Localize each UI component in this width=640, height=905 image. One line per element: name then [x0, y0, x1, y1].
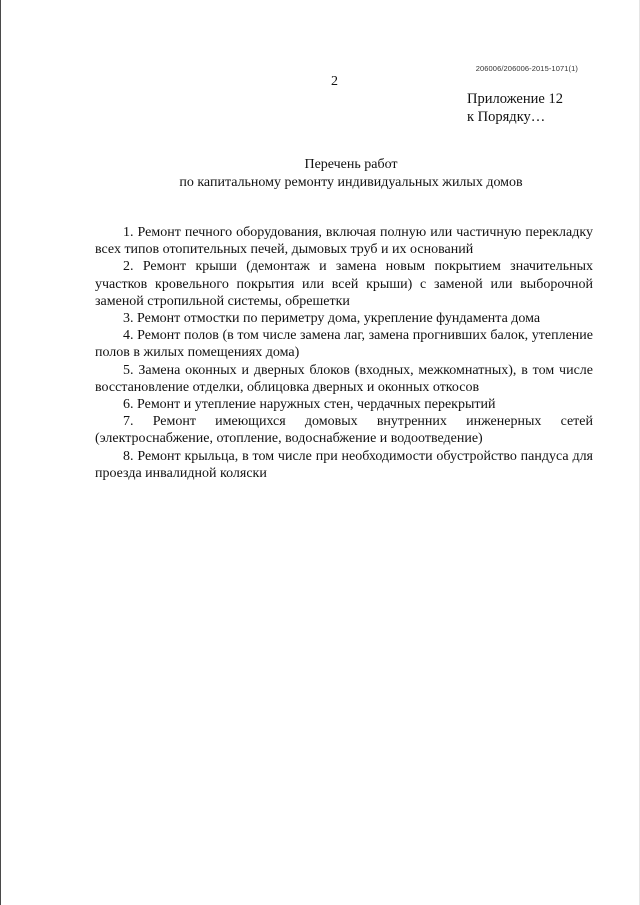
- list-item-4: 4. Ремонт полов (в том числе замена лаг, замена прогнивших балок, утепление полов в жилых помещениях дома): [95, 328, 593, 361]
- list-item-6: 6. Ремонт и утепление наружных стен, чердачных перекрытий: [123, 397, 496, 413]
- appendix-line-2: к Порядку…: [467, 109, 546, 125]
- list-item-3: 3. Ремонт отмостки по периметру дома, укрепление фундамента дома: [123, 311, 541, 327]
- list-item-2: 2. Ремонт крыши (демонтаж и замена новым покрытием значительных участков кровельного покрытия или всей крыши) с заменой или выборочной заменой стропильной системы, обрешетки: [95, 259, 593, 309]
- title-line-1: Перечень работ: [304, 157, 398, 172]
- list-item-1: 1. Ремонт печного оборудования, включая полную или частичную перекладку всех типов отопительных печей, дымовых труб и их оснований: [95, 225, 593, 258]
- appendix-reference: [467, 90, 563, 126]
- document-id: 206006/206006-2015-1071(1): [475, 64, 578, 73]
- title-line-2: по капитальному ремонту индивидуальных жилых домов: [179, 175, 523, 190]
- appendix-line-1: Приложение 12: [467, 91, 563, 107]
- works-list: [95, 224, 593, 482]
- list-item-7: 7. Ремонт имеющихся домовых внутренних инженерных сетей (электроснабжение, отопление, водоснабжение и водоотведение): [95, 414, 593, 447]
- document-title: [101, 156, 601, 192]
- list-item-5: 5. Замена оконных и дверных блоков (входных, межкомнатных), в том числе восстановление отделки, облицовка дверных и оконных откосов: [95, 362, 593, 395]
- list-item-8: 8. Ремонт крыльца, в том числе при необходимости обустройство пандуса для проезда инвалидной коляски: [95, 448, 593, 481]
- page-number: 2: [331, 74, 338, 89]
